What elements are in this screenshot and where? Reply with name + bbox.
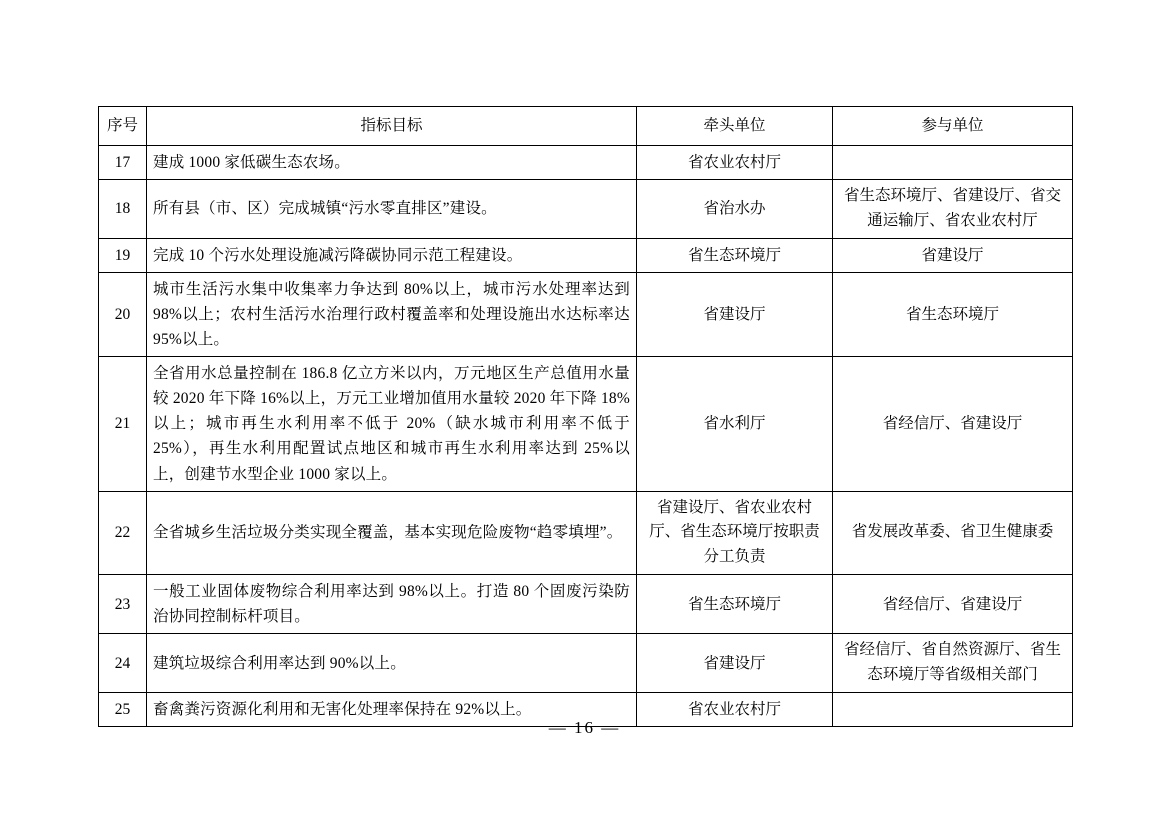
cell-lead: 省农业农村厅 xyxy=(637,146,833,180)
cell-lead: 省生态环境厅 xyxy=(637,238,833,272)
cell-participants: 省经信厅、省自然资源厅、省生态环境厅等省级相关部门 xyxy=(833,634,1073,693)
cell-participants: 省发展改革委、省卫生健康委 xyxy=(833,491,1073,574)
cell-lead: 省农业农村厅 xyxy=(637,692,833,726)
cell-seq: 18 xyxy=(99,180,147,239)
cell-goal: 畜禽粪污资源化利用和无害化处理率保持在 92%以上。 xyxy=(147,692,637,726)
cell-lead: 省建设厅 xyxy=(637,634,833,693)
cell-seq: 19 xyxy=(99,238,147,272)
cell-lead: 省治水办 xyxy=(637,180,833,239)
column-header-goal: 指标目标 xyxy=(147,107,637,146)
table-row xyxy=(99,575,1073,634)
cell-participants: 省生态环境厅 xyxy=(833,272,1073,356)
table-row xyxy=(99,634,1073,693)
cell-participants: 省生态环境厅、省建设厅、省交通运输厅、省农业农村厅 xyxy=(833,180,1073,239)
cell-goal: 城市生活污水集中收集率力争达到 80%以上，城市污水处理率达到 98%以上；农村生活污水治理行政村覆盖率和处理设施出水达标率达 95%以上。 xyxy=(147,272,637,356)
cell-seq: 25 xyxy=(99,692,147,726)
cell-participants: 省经信厅、省建设厅 xyxy=(833,575,1073,634)
cell-goal: 建成 1000 家低碳生态农场。 xyxy=(147,146,637,180)
indicator-table xyxy=(98,106,1073,727)
cell-seq: 23 xyxy=(99,575,147,634)
table-row xyxy=(99,180,1073,239)
cell-goal: 完成 10 个污水处理设施减污降碳协同示范工程建设。 xyxy=(147,238,637,272)
cell-lead: 省生态环境厅 xyxy=(637,575,833,634)
cell-goal: 一般工业固体废物综合利用率达到 98%以上。打造 80 个固废污染防治协同控制标杆项目。 xyxy=(147,575,637,634)
cell-lead: 省建设厅 xyxy=(637,272,833,356)
table-row xyxy=(99,357,1073,492)
cell-participants xyxy=(833,146,1073,180)
table-row xyxy=(99,146,1073,180)
indicator-table-container xyxy=(98,106,1072,727)
cell-goal: 全省用水总量控制在 186.8 亿立方米以内，万元地区生产总值用水量较 2020 年下降 16%以上，万元工业增加值用水量较 2020 年下降 18%以上；城市再生水利用率不低于 20%（缺水城市利用率不低于 25%），再生水利用配置试点地区和城市再生水利用率达到 25%以上，创建节水型企业 1000 家以上。 xyxy=(147,357,637,492)
page-number: — 16 — xyxy=(548,718,621,737)
cell-seq: 20 xyxy=(99,272,147,356)
table-row xyxy=(99,272,1073,356)
cell-participants: 省建设厅 xyxy=(833,238,1073,272)
cell-goal: 全省城乡生活垃圾分类实现全覆盖，基本实现危险废物“趋零填埋”。 xyxy=(147,491,637,574)
table-body xyxy=(99,146,1073,727)
cell-lead: 省水利厅 xyxy=(637,357,833,492)
cell-lead: 省建设厅、省农业农村厅、省生态环境厅按职责分工负责 xyxy=(637,491,833,574)
cell-goal: 建筑垃圾综合利用率达到 90%以上。 xyxy=(147,634,637,693)
cell-seq: 22 xyxy=(99,491,147,574)
cell-seq: 24 xyxy=(99,634,147,693)
table-header-row xyxy=(99,107,1073,146)
cell-seq: 17 xyxy=(99,146,147,180)
column-header-lead: 牵头单位 xyxy=(637,107,833,146)
column-header-seq: 序号 xyxy=(99,107,147,146)
column-header-participants: 参与单位 xyxy=(833,107,1073,146)
table-row xyxy=(99,238,1073,272)
cell-seq: 21 xyxy=(99,357,147,492)
table-row xyxy=(99,491,1073,574)
table-header xyxy=(99,107,1073,146)
cell-goal: 所有县（市、区）完成城镇“污水零直排区”建设。 xyxy=(147,180,637,239)
cell-participants: 省经信厅、省建设厅 xyxy=(833,357,1073,492)
